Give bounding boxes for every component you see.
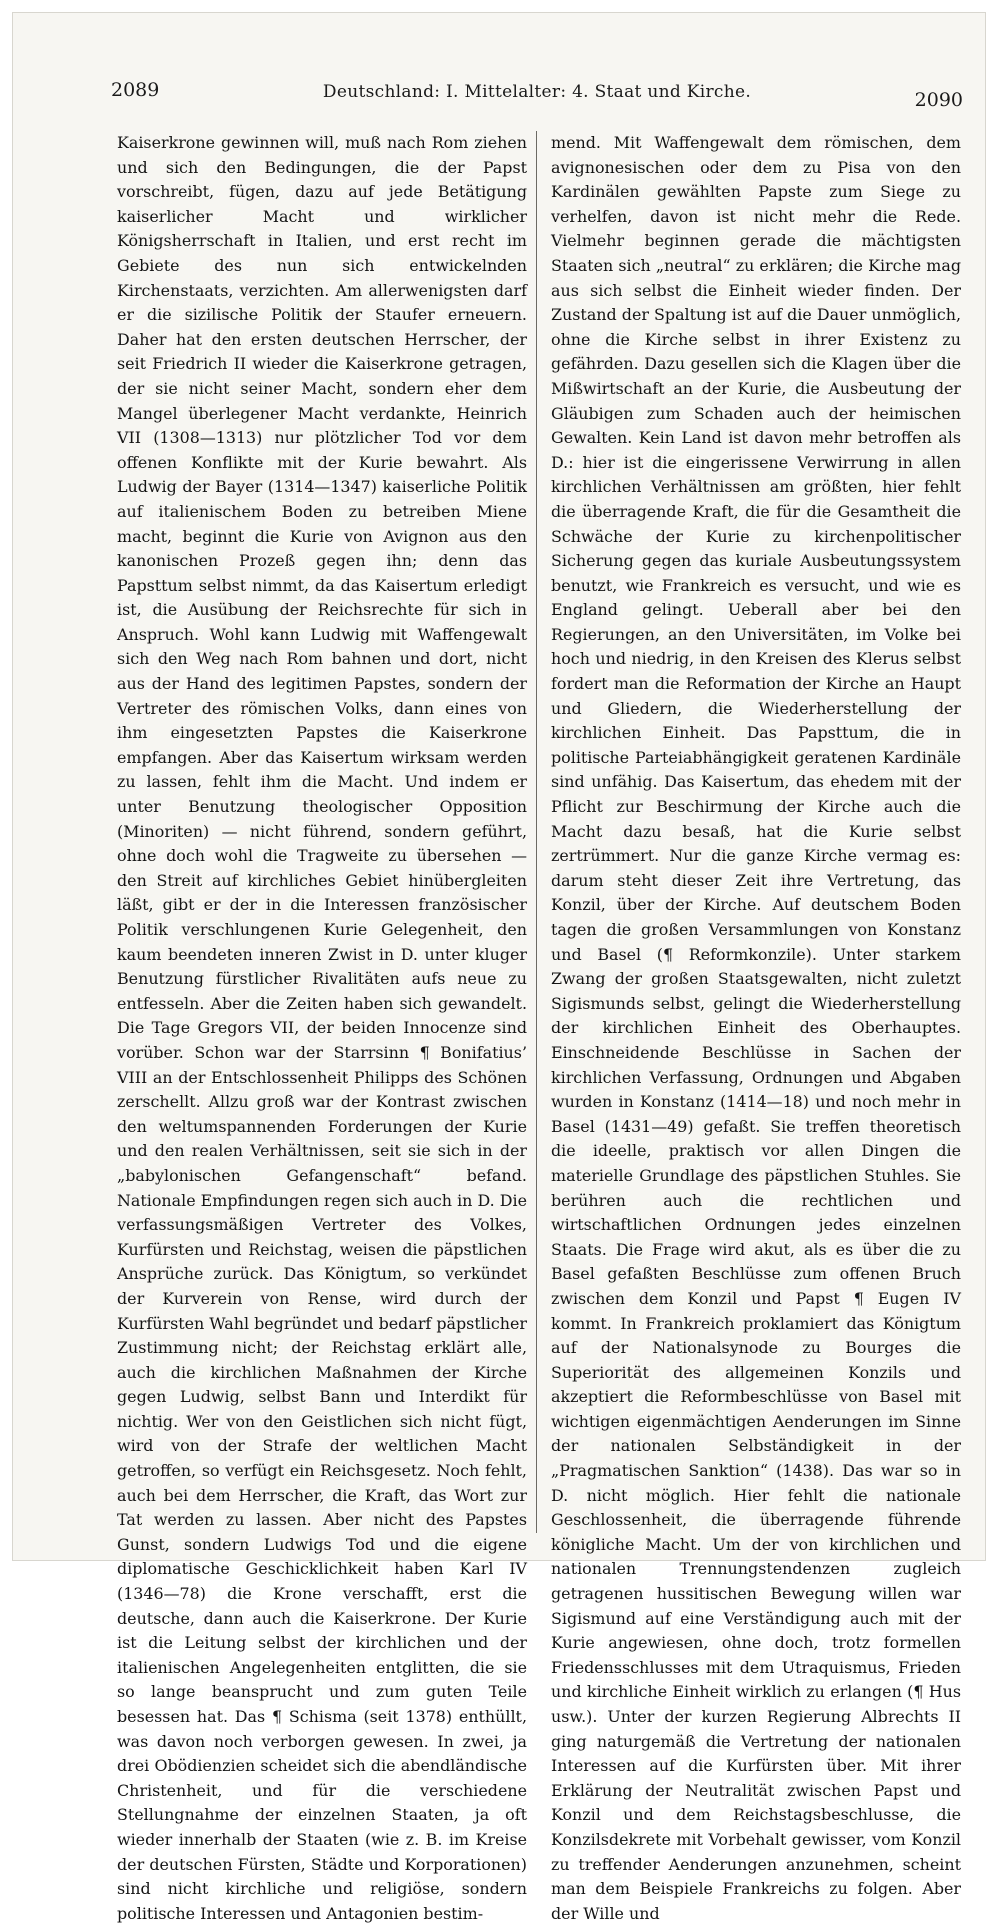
page-number-right: 2090: [914, 89, 963, 111]
right-column-text: mend. Mit Waffengewalt dem römischen, dem avignonesischen oder dem zu Pisa von den Kardinälen gewählten Papste zum Siege zu verhelfen, davon ist nicht mehr die Rede. Vielmehr beginnen gerade die mächtigsten Staaten sich „neutral“ zu erklären; die Kirche mag aus sich selbst die Einheit wieder finden. Der Zustand der Spaltung ist auf die Dauer unmöglich, ohne die Kirche selbst in ihrer Existenz zu gefährden. Dazu gesellen sich die Klagen über die Mißwirtschaft an der Kurie, die Ausbeutung der Gläubigen zum Schaden auch der heimischen Gewalten. Kein Land ist davon mehr betroffen als D.: hier ist die eingerissene Verwirrung in allen kirchlichen Verhältnissen am größten, hier fehlt die überragende Kraft, die für die Gesamtheit die Schwäche der Kurie zu kirchenpolitischer Sicherung gegen das kuriale Ausbeutungssystem benutzt, wie Frankreich es versucht, und wie es England gelingt. Ueberall aber bei den Regierungen, an den Universitäten, im Volke bei hoch und niedrig, in den Kreisen des Klerus selbst fordert man die Reformation der Kirche an Haupt und Gliedern, die Wiederherstellung der kirchlichen Einheit. Das Papsttum, die in politische Parteiabhängigkeit geratenen Kardinäle sind unfähig. Das Kaisertum, das ehedem mit der Pflicht zur Beschirmung der Kirche auch die Macht dazu besaß, hat die Kurie selbst zertrümmert. Nur die ganze Kirche vermag es: darum steht dieser Zeit ihre Vertretung, das Konzil, über der Kirche. Auf deutschem Boden tagen die großen Versammlungen von Konstanz und Basel (¶ Reformkonzile). Unter starkem Zwang der großen Staatsgewalten, nicht zuletzt Sigismunds selbst, gelingt die Wiederherstellung der kirchlichen Einheit des Oberhauptes. Einschneidende Beschlüsse in Sachen der kirchlichen Verfassung, Ordnungen und Abgaben wurden in Konstanz (1414—18) und noch mehr in Basel (1431—49) gefaßt. Sie treffen theoretisch die ideelle, praktisch vor allen Dingen die materielle Grundlage des päpstlichen Stuhles. Sie berühren auch die rechtlichen und wirtschaftlichen Ordnungen jedes einzelnen Staats. Die Frage wird akut, als es über die zu Basel gefaßten Beschlüsse zum offenen Bruch zwischen dem Konzil und Papst ¶ Eugen IV kommt. In Frankreich proklamiert das Königtum auf der Nationalsynode zu Bourges die Superiorität des allgemeinen Konzils und akzeptiert die Reformbeschlüsse von Basel mit wichtigen eigenmächtigen Aenderungen im Sinne der nationalen Selbständigkeit in der „Pragmatischen Sanktion“ (1438). Das war so in D. nicht möglich. Hier fehlt die nationale Geschlossenheit, die überragende führende königliche Macht. Um der von kirchlichen und nationalen Trennungstendenzen zugleich getragenen hussitischen Bewegung willen war Sigismund auf eine Verständigung auch mit der Kurie angewiesen, ohne doch, trotz formellen Friedensschlusses mit dem Utraquismus, Frieden und kirchliche Einheit wirklich zu erlangen (¶ Hus usw.). Unter der kurzen Regierung Albrechts II ging naturgemäß die Vertretung der nationalen Interessen auf die Kurfürsten über. Mit ihrer Erklärung der Neutralität zwischen Papst und Konzil und dem Reichstagsbeschlusse, die Konzilsdekrete mit Vorbehalt gewisser, vom Konzil zu treffender Aenderungen anzunehmen, scheint man dem Beispiele Frankreichs zu folgen. Aber der Wille und: [551, 133, 961, 1923]
column-divider: [536, 131, 537, 1533]
page-number-left: 2089: [111, 79, 160, 101]
text-column-right: [551, 131, 961, 1923]
left-column-text: Kaiserkrone gewinnen will, muß nach Rom ziehen und sich den Bedingungen, die der Papst vorschreibt, fügen, dazu auf jede Betätigung kaiserlicher Macht und wirklicher Königsherrschaft in Italien, und erst recht im Gebiete des nun sich entwickelnden Kirchenstaats, verzichten. Am allerwenigsten darf er die sizilische Politik der Staufer erneuern. Daher hat den ersten deutschen Herrscher, der seit Friedrich II wieder die Kaiserkrone getragen, der sie nicht seiner Macht, sondern eher dem Mangel überlegener Macht verdankte, Heinrich VII (1308—1313) nur plötzlicher Tod vor dem offenen Konflikte mit der Kurie bewahrt. Als Ludwig der Bayer (1314—1347) kaiserliche Politik auf italienischem Boden zu betreiben Miene macht, beginnt die Kurie von Avignon aus den kanonischen Prozeß gegen ihn; denn das Papsttum selbst nimmt, da das Kaisertum erledigt ist, die Ausübung der Reichsrechte für sich in Anspruch. Wohl kann Ludwig mit Waffengewalt sich den Weg nach Rom bahnen und dort, nicht aus der Hand des legitimen Papstes, sondern der Vertreter des römischen Volks, dann eines von ihm eingesetzten Papstes die Kaiserkrone empfangen. Aber das Kaisertum wirksam werden zu lassen, fehlt ihm die Macht. Und indem er unter Benutzung theologischer Opposition (Minoriten) — nicht führend, sondern geführt, ohne doch wohl die Tragweite zu übersehen — den Streit auf kirchliches Gebiet hinübergleiten läßt, gibt er der in die Interessen französischer Politik verschlungenen Kurie Gelegenheit, den kaum beendeten inneren Zwist in D. unter kluger Benutzung fürstlicher Rivalitäten aufs neue zu entfesseln. Aber die Zeiten haben sich gewandelt. Die Tage Gregors VII, der beiden Innocenze sind vorüber. Schon war der Starrsinn ¶ Bonifatius’ VIII an der Entschlossenheit Philipps des Schönen zerschellt. Allzu groß war der Kontrast zwischen den weltumspannenden Forderungen der Kurie und den realen Verhältnissen, seit sie sich in der „babylonischen Gefangenschaft“ befand. Nationale Empfindungen regen sich auch in D. Die verfassungsmäßigen Vertreter des Volkes, Kurfürsten und Reichstag, weisen die päpstlichen Ansprüche zurück. Das Königtum, so verkündet der Kurverein von Rense, wird durch der Kurfürsten Wahl begründet und bedarf päpstlicher Zustimmung nicht; der Reichstag erklärt alle, auch die kirchlichen Maßnahmen der Kirche gegen Ludwig, selbst Bann und Interdikt für nichtig. Wer von den Geistlichen sich nicht fügt, wird von der Strafe der weltlichen Macht getroffen, so verfügt ein Reichsgesetz. Noch fehlt, auch bei dem Herrscher, die Kraft, das Wort zur Tat werden zu lassen. Aber nicht des Papstes Gunst, sondern Ludwigs Tod und die eigene diplomatische Geschicklichkeit haben Karl IV (1346—78) die Krone verschafft, erst die deutsche, dann auch die Kaiserkrone. Der Kurie ist die Leitung selbst der kirchlichen und der italienischen Angelegenheiten entglitten, die sie so lange beansprucht und zum guten Teile besessen hat. Das ¶ Schisma (seit 1378) enthüllt, was davon noch verborgen gewesen. In zwei, ja drei Obödienzien scheidet sich die abendländische Christenheit, und für die verschiedene Stellungnahme der einzelnen Staaten, ja oft wieder innerhalb der Staaten (wie z. B. im Kreise der deutschen Fürsten, Städte und Korporationen) sind nicht kirchliche und religiöse, sondern politische Interessen und Antagonien bestim-: [117, 133, 528, 1923]
running-head: Deutschland: I. Mittelalter: 4. Staat und Kirche.: [322, 82, 752, 102]
book-page: [12, 12, 986, 1923]
page-header: [111, 79, 963, 109]
text-column-left: [117, 131, 528, 1923]
